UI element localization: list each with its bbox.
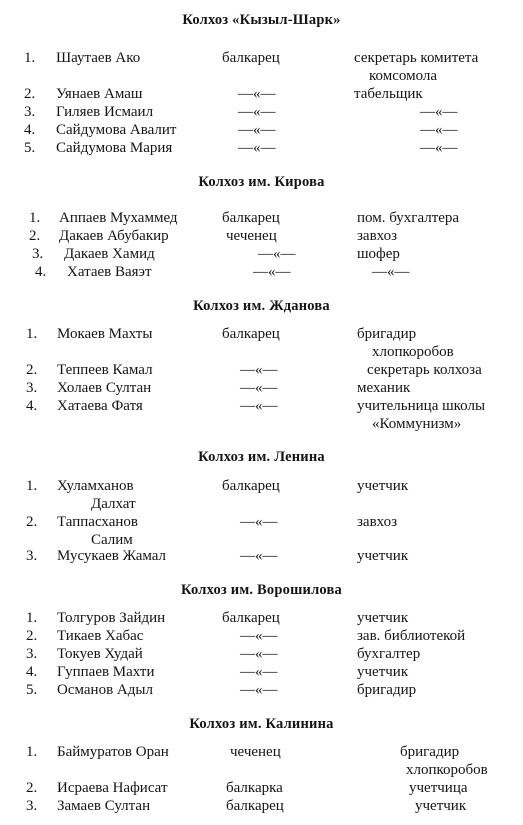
nationality: балкарец bbox=[222, 478, 280, 494]
position-continued: комсомола bbox=[369, 68, 438, 84]
person-name: Холаев Султан bbox=[57, 380, 152, 396]
position: бригадир bbox=[400, 744, 460, 760]
list-row bbox=[0, 361, 523, 379]
person-name: Османов Адыл bbox=[57, 682, 153, 698]
person-name: Баймуратов Оран bbox=[57, 744, 169, 760]
nationality: —«— bbox=[240, 362, 278, 378]
position: учетчица bbox=[409, 780, 468, 796]
nationality: балкарец bbox=[222, 210, 280, 226]
nationality: балкарец bbox=[222, 610, 280, 626]
section-heading: Колхоз «Кызыл-Шарк» bbox=[182, 12, 341, 28]
person-name: Дакаев Абубакир bbox=[59, 228, 169, 244]
nationality: —«— bbox=[258, 246, 296, 262]
nationality: —«— bbox=[240, 380, 278, 396]
person-name: Сайдумова Авалит bbox=[56, 122, 177, 138]
person-name: Гуппаев Махти bbox=[57, 664, 155, 680]
nationality: —«— bbox=[238, 122, 276, 138]
nationality: балкарка bbox=[226, 780, 283, 796]
position: —«— bbox=[420, 122, 458, 138]
list-row bbox=[0, 663, 523, 681]
nationality: —«— bbox=[240, 664, 278, 680]
section-heading: Колхоз им. Калинина bbox=[189, 716, 334, 732]
nationality: балкарец bbox=[222, 326, 280, 342]
row-number: 2. bbox=[26, 514, 38, 530]
person-name: Теппеев Камал bbox=[57, 362, 153, 378]
position: —«— bbox=[420, 140, 458, 156]
section-heading: Колхоз им. Кирова bbox=[198, 174, 325, 190]
list-row bbox=[0, 743, 523, 761]
list-row bbox=[0, 121, 523, 139]
person-name: Дакаев Хамид bbox=[64, 246, 155, 262]
position: учетчик bbox=[357, 548, 409, 564]
list-row bbox=[0, 547, 523, 565]
row-number: 1. bbox=[24, 50, 36, 66]
nationality: —«— bbox=[253, 264, 291, 280]
position: табельщик bbox=[354, 86, 423, 102]
nationality: —«— bbox=[238, 86, 276, 102]
nationality: —«— bbox=[240, 646, 278, 662]
list-row bbox=[0, 379, 523, 397]
position-continued: «Коммунизм» bbox=[372, 416, 462, 432]
position: учетчик bbox=[357, 664, 409, 680]
position: секретарь комитета bbox=[354, 50, 479, 66]
row-number: 3. bbox=[26, 380, 38, 396]
row-number: 4. bbox=[26, 664, 38, 680]
row-number: 2. bbox=[26, 362, 38, 378]
position: —«— bbox=[372, 264, 410, 280]
nationality: балкарец bbox=[226, 798, 284, 814]
row-number: 1. bbox=[26, 478, 38, 494]
nationality: —«— bbox=[240, 398, 278, 414]
list-row bbox=[0, 103, 523, 121]
section-heading: Колхоз им. Жданова bbox=[193, 298, 330, 314]
position: бригадир bbox=[357, 682, 417, 698]
person-name: Исраева Нафисат bbox=[57, 780, 168, 796]
row-number: 2. bbox=[26, 628, 38, 644]
list-row bbox=[0, 227, 523, 245]
position-continued: хлопкоробов bbox=[372, 344, 454, 360]
person-name: Замаев Султан bbox=[57, 798, 151, 814]
nationality: —«— bbox=[240, 548, 278, 564]
list-row bbox=[0, 645, 523, 663]
row-number: 2. bbox=[29, 228, 41, 244]
list-row bbox=[0, 209, 523, 227]
list-row bbox=[0, 85, 523, 103]
row-number: 3. bbox=[26, 548, 38, 564]
list-row bbox=[0, 681, 523, 699]
nationality: —«— bbox=[240, 514, 278, 530]
person-name: Толгуров Зайдин bbox=[57, 610, 166, 626]
person-name: Уянаев Амаш bbox=[56, 86, 143, 102]
row-number: 4. bbox=[26, 398, 38, 414]
position: зав. библиотекой bbox=[357, 628, 466, 644]
list-row bbox=[0, 627, 523, 645]
row-number: 3. bbox=[26, 798, 38, 814]
position: —«— bbox=[420, 104, 458, 120]
position: завхоз bbox=[357, 514, 398, 530]
nationality: —«— bbox=[240, 628, 278, 644]
person-name: Мокаев Махты bbox=[57, 326, 153, 342]
position: учительница школы bbox=[357, 398, 486, 414]
person-name: Хатаева Фатя bbox=[57, 398, 143, 414]
position: завхоз bbox=[357, 228, 398, 244]
position: учетчик bbox=[357, 610, 409, 626]
row-number: 2. bbox=[26, 780, 38, 796]
list-row bbox=[0, 609, 523, 627]
position: шофер bbox=[357, 246, 400, 262]
row-number: 1. bbox=[26, 610, 38, 626]
list-row bbox=[0, 263, 523, 281]
position: пом. бухгалтера bbox=[357, 210, 460, 226]
position-continued: хлопкоробов bbox=[406, 762, 488, 778]
row-number: 4. bbox=[35, 264, 47, 280]
nationality: чеченец bbox=[230, 744, 281, 760]
row-number: 5. bbox=[24, 140, 36, 156]
row-number: 4. bbox=[24, 122, 36, 138]
list-row bbox=[0, 245, 523, 263]
person-name: Аппаев Мухаммед bbox=[59, 210, 178, 226]
row-number: 5. bbox=[26, 682, 38, 698]
list-row bbox=[0, 139, 523, 157]
person-name: Таппасханов bbox=[57, 514, 138, 530]
nationality: чеченец bbox=[226, 228, 277, 244]
name-continued: Далхат bbox=[91, 496, 136, 512]
row-number: 3. bbox=[32, 246, 44, 262]
nationality: —«— bbox=[238, 104, 276, 120]
list-row bbox=[0, 513, 523, 531]
row-number: 1. bbox=[26, 744, 38, 760]
person-name: Токуев Худай bbox=[57, 646, 143, 662]
section-heading: Колхоз им. Ворошилова bbox=[180, 582, 342, 598]
person-name: Мусукаев Жамал bbox=[57, 548, 167, 564]
row-number: 1. bbox=[29, 210, 41, 226]
person-name: Хатаев Ваяэт bbox=[67, 264, 152, 280]
position: учетчик bbox=[415, 798, 467, 814]
position: механик bbox=[357, 380, 411, 396]
nationality: балкарец bbox=[222, 50, 280, 66]
person-name: Хуламханов bbox=[57, 478, 134, 494]
list-row bbox=[0, 477, 523, 495]
list-row bbox=[0, 49, 523, 67]
nationality: —«— bbox=[240, 682, 278, 698]
position: секретарь колхоза bbox=[367, 362, 482, 378]
list-row bbox=[0, 325, 523, 343]
section-heading: Колхоз им. Ленина bbox=[198, 449, 325, 465]
person-name: Шаутаев Ако bbox=[56, 50, 141, 66]
list-row bbox=[0, 797, 523, 815]
person-name: Гиляев Исмаил bbox=[56, 104, 154, 120]
list-row bbox=[0, 397, 523, 415]
person-name: Тикаев Хабас bbox=[57, 628, 144, 644]
position: бригадир bbox=[357, 326, 417, 342]
row-number: 3. bbox=[24, 104, 36, 120]
person-name: Сайдумова Мария bbox=[56, 140, 173, 156]
row-number: 2. bbox=[24, 86, 36, 102]
nationality: —«— bbox=[238, 140, 276, 156]
row-number: 3. bbox=[26, 646, 38, 662]
list-row bbox=[0, 779, 523, 797]
position: бухгалтер bbox=[357, 646, 421, 662]
position: учетчик bbox=[357, 478, 409, 494]
row-number: 1. bbox=[26, 326, 38, 342]
name-continued: Салим bbox=[91, 532, 133, 548]
